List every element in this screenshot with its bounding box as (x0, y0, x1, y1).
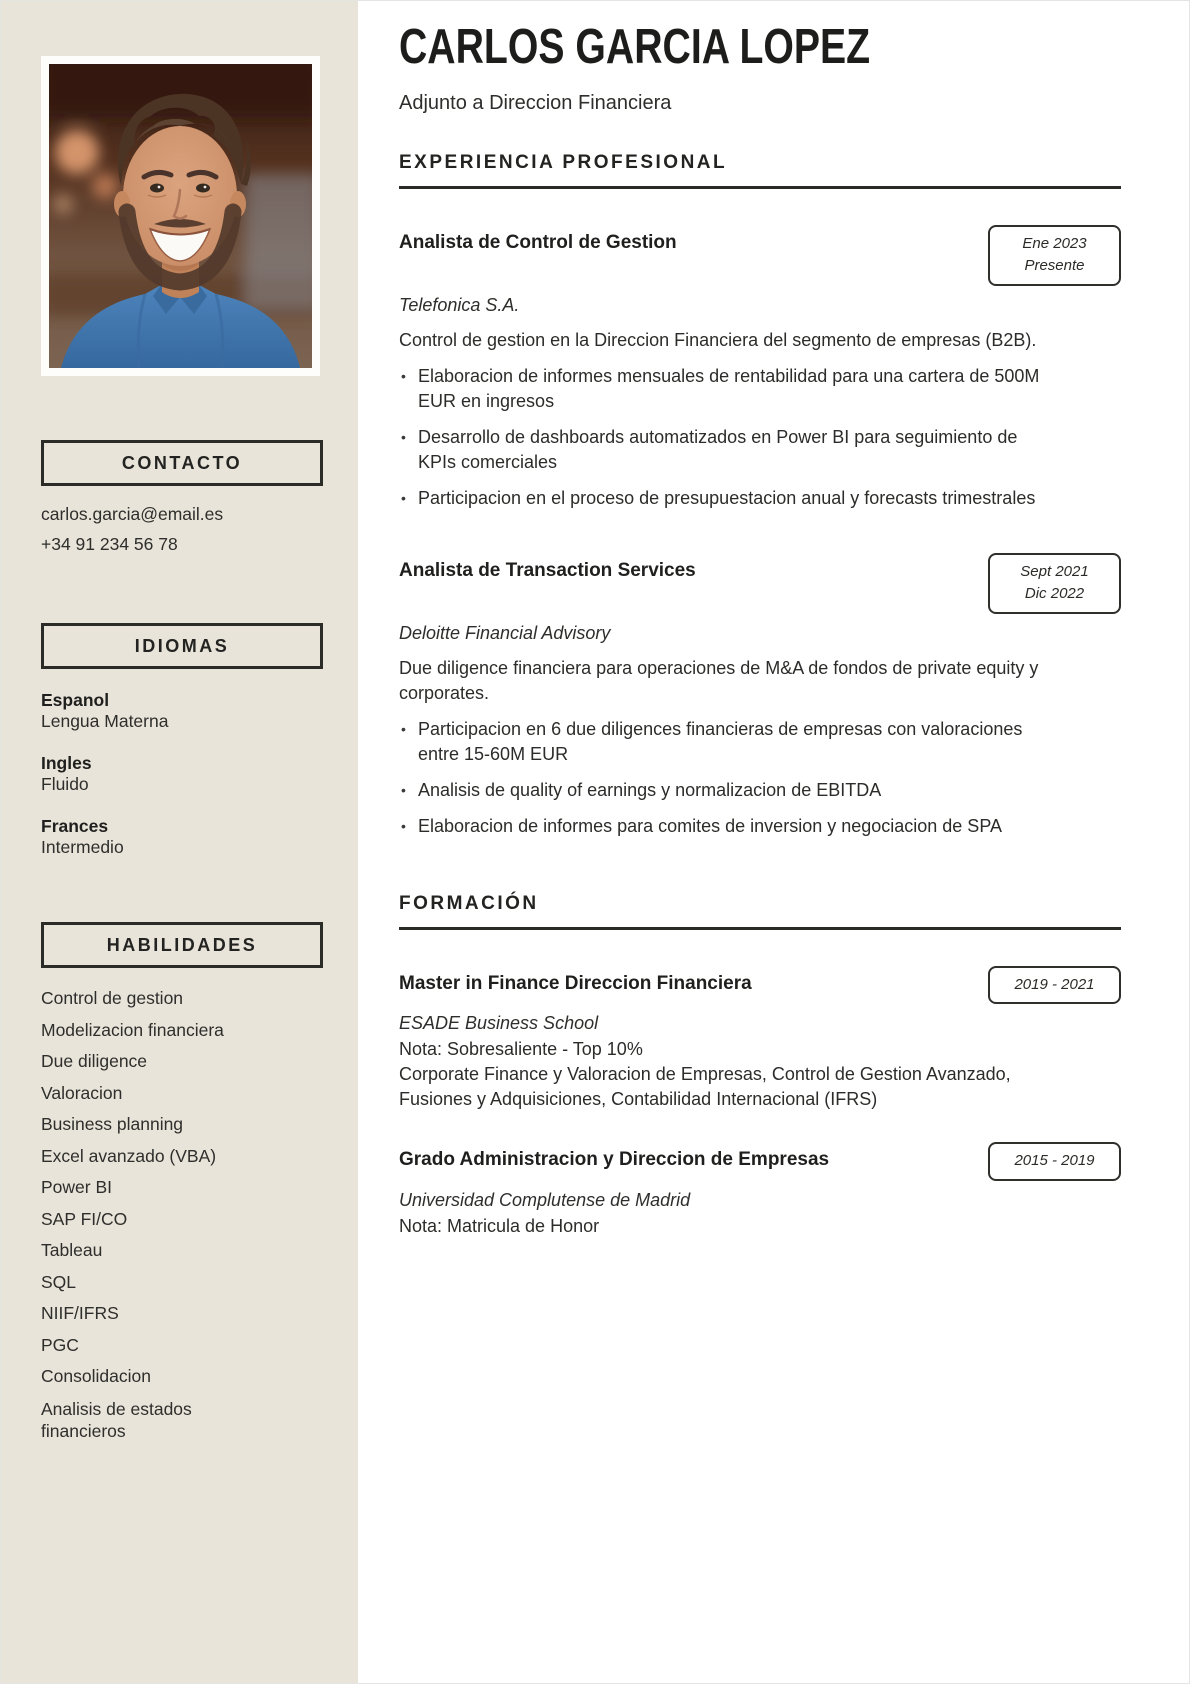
skill-item: Consolidacion (41, 1366, 151, 1386)
bullet-item: • Elaboracion de informes mensuales de rentabilidad para una cartera de 500M EUR en ingresos (399, 364, 1058, 414)
language-name: Ingles (41, 753, 92, 773)
skill-item: Power BI (41, 1177, 112, 1197)
skill-item: SQL (41, 1271, 77, 1292)
skill-item: Modelizacion financiera (41, 1019, 224, 1040)
contact-email: carlos.garcia@email.es (41, 504, 224, 524)
skill-item: Tableau (41, 1240, 103, 1260)
contact-heading-box (41, 440, 323, 486)
skills-heading-box (41, 922, 323, 968)
education-entry (399, 966, 1121, 1113)
job-bullets (399, 364, 1121, 511)
bullet-item: • Analisis de quality of earnings y normalizacion de EBITDA (399, 778, 1058, 803)
date-range: 2019 - 2021 (1014, 975, 1095, 993)
skill-item: Excel avanzado (VBA) (41, 1145, 217, 1166)
date-badge (988, 553, 1121, 614)
main-column (399, 1, 1121, 1239)
skill-item: Control de gestion (41, 988, 184, 1008)
language-item (41, 690, 323, 732)
school-name: Universidad Complutense de Madrid (399, 1189, 691, 1210)
date-start: Sept 2021 (1020, 562, 1089, 580)
education-note: Nota: Sobresaliente - Top 10% (399, 1039, 643, 1060)
date-badge (988, 966, 1121, 1005)
job-title: Analista de Control de Gestion (399, 231, 677, 253)
skills-list (41, 983, 323, 1447)
language-name: Espanol (41, 690, 110, 710)
company-name: Deloitte Financial Advisory (399, 622, 611, 643)
language-item (41, 753, 323, 795)
language-name: Frances (41, 816, 109, 836)
job-title: Analista de Transaction Services (399, 559, 696, 581)
bullet-item: • Desarrollo de dashboards automatizados en Power BI para seguimiento de KPIs comerciales (399, 425, 1058, 475)
skill-item: Due diligence (41, 1051, 148, 1071)
school-name: ESADE Business School (399, 1013, 599, 1034)
education-entry (399, 1142, 1121, 1239)
education-details (399, 1214, 1054, 1239)
experience-section-heading: EXPERIENCIA PROFESIONAL (399, 152, 1121, 189)
skill-item: SAP FI/CO (41, 1208, 128, 1229)
candidate-title: Adjunto a Direccion Financiera (399, 91, 672, 114)
languages-heading-box (41, 623, 323, 669)
job-bullets (399, 717, 1121, 839)
skill-item: Analisis de estados financieros (41, 1398, 192, 1441)
date-badge (988, 225, 1121, 286)
job-summary: Due diligence financiera para operaciones de M&A de fondos de private equity y corporates. (399, 657, 1039, 703)
degree-title: Grado Administracion y Direccion de Empresas (399, 1149, 830, 1171)
contact-heading: CONTACTO (121, 452, 243, 473)
bullet-item: • Participacion en el proceso de presupuestacion anual y forecasts trimestrales (399, 486, 1058, 511)
job-entry (399, 225, 1121, 511)
skills-heading: HABILIDADES (106, 934, 258, 955)
job-summary: Control de gestion en la Direccion Financiera del segmento de empresas (B2B). (399, 329, 1037, 350)
date-end: Presente (1024, 257, 1085, 275)
bullet-item: • Elaboracion de informes para comites de inversion y negociacion de SPA (399, 814, 1058, 839)
date-range: 2015 - 2019 (1014, 1152, 1095, 1170)
profile-photo (49, 64, 312, 368)
degree-title: Master in Finance Direccion Financiera (399, 972, 752, 994)
language-level: Intermedio (41, 837, 124, 857)
skill-item: PGC (41, 1334, 79, 1355)
education-details (399, 1037, 1054, 1112)
language-item (41, 816, 323, 858)
sidebar (1, 1, 358, 1683)
language-level: Lengua Materna (41, 711, 169, 731)
language-level: Fluido (41, 774, 89, 794)
education-section-heading: FORMACIÓN (399, 893, 1121, 930)
languages-heading: IDIOMAS (134, 635, 230, 656)
skill-item: Business planning (41, 1114, 184, 1134)
contact-phone: +34 91 234 56 78 (41, 534, 178, 554)
candidate-name: CARLOS GARCIA LOPEZ (399, 20, 871, 74)
date-badge (988, 1142, 1121, 1181)
education-note: Nota: Matricula de Honor (399, 1215, 600, 1236)
bullet-item: • Participacion en 6 due diligences financieras de empresas con valoraciones entre 15-60M EUR (399, 717, 1058, 767)
job-entry (399, 553, 1121, 839)
education-courses: Corporate Finance y Valoracion de Empresas, Control de Gestion Avanzado, Fusiones y Adquisiciones, Contabilidad Internacional (IFRS) (399, 1064, 1011, 1110)
skill-item: NIIF/IFRS (41, 1303, 119, 1323)
date-end: Dic 2022 (1024, 585, 1085, 603)
date-start: Ene 2023 (1022, 234, 1087, 252)
company-name: Telefonica S.A. (399, 294, 520, 315)
skill-item: Valoracion (41, 1082, 123, 1103)
profile-photo-frame (41, 56, 320, 376)
